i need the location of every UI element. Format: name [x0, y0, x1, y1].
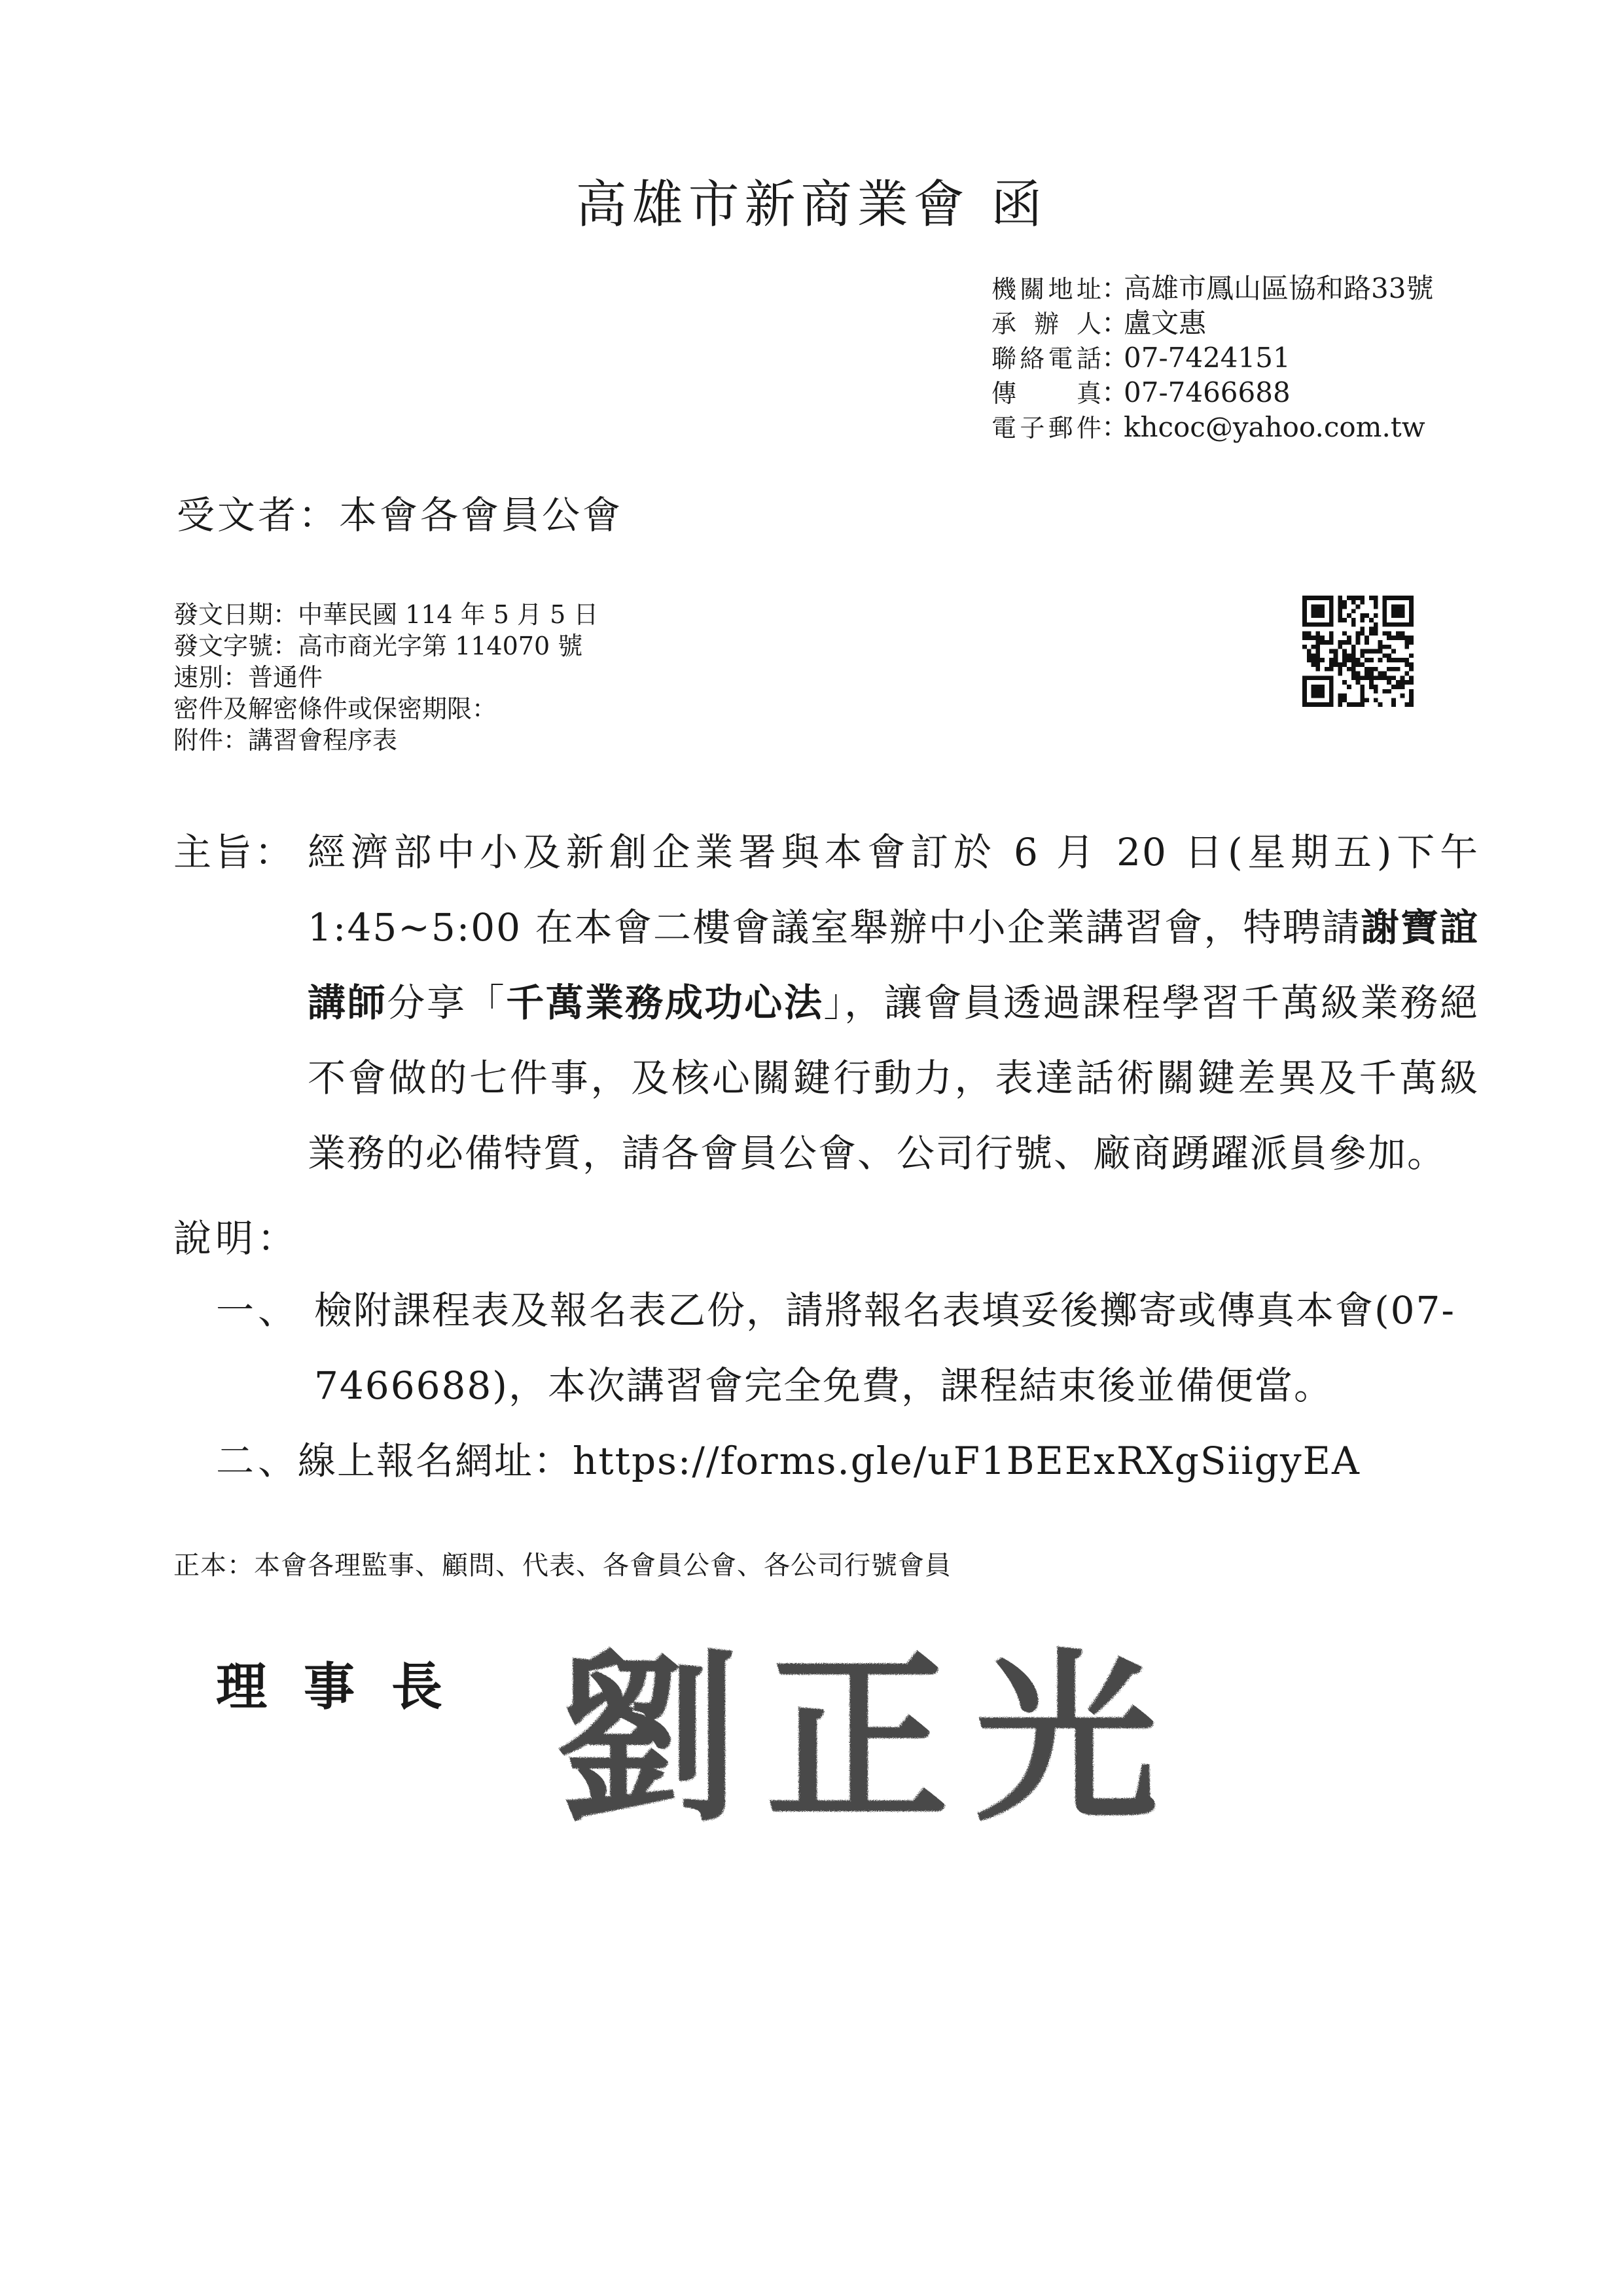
contact-handler-row: 承辦人：盧文惠: [991, 306, 1433, 341]
svg-text:劉正光: 劉正光: [556, 1632, 1185, 1833]
registration-url[interactable]: 線上報名網址：https://forms.gle/uF1BEExRXgSiigyEA: [298, 1439, 1361, 1483]
issue-date: 發文日期：中華民國 114 年 5 月 5 日: [173, 600, 599, 629]
address-value: 高雄市鳳山區協和路33號: [1124, 272, 1434, 304]
contact-phone-row: 聯絡電話：07-7424151: [991, 341, 1433, 376]
item-number: 一、: [216, 1288, 300, 1333]
explanation-item: [216, 1273, 1479, 1424]
email-value: khcoc@yahoo.com.tw: [1124, 411, 1425, 443]
contact-address-row: 機關地址：高雄市鳳山區協和路33號: [991, 272, 1433, 306]
attachment-line: 附件：講習會程序表: [173, 726, 398, 755]
chairman-title: 理事長: [216, 1657, 480, 1717]
fax-label: 傳真: [991, 379, 1101, 408]
phone-label: 聯絡電話: [991, 344, 1101, 373]
subject-label: 主旨：: [173, 830, 296, 874]
email-label: 電子郵件: [991, 414, 1101, 442]
delivery-speed: 速別：普通件: [173, 663, 323, 692]
explanation-item: [216, 1424, 1479, 1499]
subject-section: [173, 815, 1479, 1191]
subject-text: 經濟部中小及新創企業署與本會訂於 6 月 20 日(星期五)下午 1:45~5:00 在本會二樓會議室舉辦中小企業講習會，特聘請謝寶誼講師分享「千萬業務成功心法」，讓會員透過課程學習千萬級業務絕不會做的七件事，及核心關鍵行動力，表達話術關鍵差異及千萬級業務的必備特質，請各會員公會、公司行號、廠商踴躍派員參加。: [308, 830, 1479, 1175]
fax-value: 07-7466688: [1124, 376, 1291, 408]
document-title: 高雄市新商業會 函: [575, 175, 1048, 234]
secrecy-condition: 密件及解密條件或保密期限：: [173, 694, 497, 723]
item-number: 二、: [216, 1439, 300, 1483]
carbon-copy-line: 正本：本會各理監事、顧問、代表、各會員公會、各公司行號會員: [173, 1551, 952, 1581]
contact-email-row: 電子郵件：khcoc@yahoo.com.tw: [991, 410, 1433, 445]
lecturer-name: 謝寶誼講師: [308, 905, 1479, 1025]
explanation-list: [216, 1273, 1479, 1499]
document-number: 發文字號：高市商光字第 114070 號: [173, 632, 583, 660]
phone-value: 07-7424151: [1124, 342, 1291, 374]
recipient-line: 受文者：本會各會員公會: [177, 493, 624, 537]
course-title: 千萬業務成功心法: [506, 980, 824, 1025]
chairman-signature-stamp: [550, 1623, 1211, 1833]
document-meta: [173, 599, 598, 756]
qr-code-icon: [1302, 596, 1414, 707]
explanation-label: 說明：: [173, 1216, 300, 1261]
contact-block: [991, 272, 1433, 445]
address-label: 機關地址: [991, 275, 1101, 304]
item-text: 檢附課程表及報名表乙份，請將報名表填妥後擲寄或傳真本會(07-7466688)，本次講習會完全免費，課程結束後並備便當。: [314, 1288, 1456, 1408]
contact-fax-row: 傳真：07-7466688: [991, 376, 1433, 410]
handler-value: 盧文惠: [1124, 307, 1207, 339]
handler-label: 承辦人: [991, 310, 1101, 338]
signature-icon: [550, 1623, 1211, 1833]
